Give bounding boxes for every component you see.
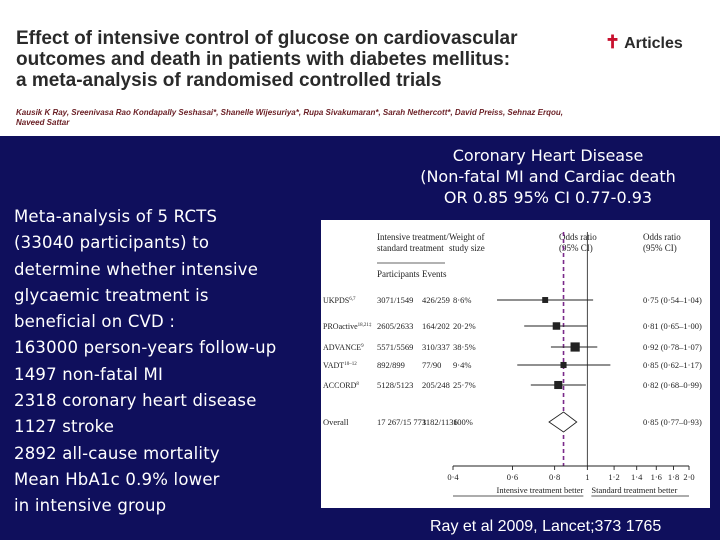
author-list: Kausik K Ray, Sreenivasa Rao Kondapally Seshasai*, Shanelle Wijesuriya*, Rupa Sivakumaran*, Sarah Nethercott*, David Preiss, Sehnaz Erqou, Naveed Sattar <box>16 108 563 127</box>
study-events: 164/202 <box>422 321 450 331</box>
study-point-estimate <box>554 381 562 389</box>
result-line: Coronary Heart Disease <box>452 146 644 165</box>
result-line: (Non-fatal MI and Cardiac death <box>420 167 676 186</box>
study-or-label: 0·92 (0·78–1·07) <box>643 342 702 352</box>
lancet-mark-icon: ✝ <box>605 32 621 52</box>
journal-logo <box>605 32 683 53</box>
study-point-estimate <box>560 362 566 368</box>
study-name: VADT$^{10-12}$ <box>323 361 357 370</box>
study-name: UKPDS$^{6,7}$ <box>323 296 356 305</box>
study-weight: 38·5% <box>453 342 476 352</box>
citation: Ray et al 2009, Lancet;373 1765 <box>430 518 662 535</box>
study-weight: 20·2% <box>453 321 476 331</box>
header-events: Events <box>422 269 447 279</box>
study-participants: 3071/1549 <box>377 295 414 305</box>
study-point-estimate <box>542 297 548 303</box>
logo-text: Articles <box>624 35 683 52</box>
header-weight-line1: Weight of <box>449 232 485 242</box>
study-events: 77/90 <box>422 360 442 370</box>
overall-events: 1182/1136 <box>422 417 458 427</box>
header-treatment-line2: standard treatment <box>377 243 444 253</box>
study-point-estimate <box>553 322 560 329</box>
x-axis-tick-label: 1·4 <box>631 472 643 482</box>
favours-intensive-label: Intensive treatment better <box>496 485 584 495</box>
header-or-plot-line1: Odds ratio <box>559 232 597 242</box>
result-line: OR 0.85 95% CI 0.77-0.93 <box>443 188 653 207</box>
header-or-text-line1: Odds ratio <box>643 232 681 242</box>
header-participants: Participants <box>377 269 420 279</box>
header-or-text-line2: (95% CI) <box>643 243 677 253</box>
study-point-estimate <box>571 342 580 351</box>
forest-plot-svg <box>321 220 710 508</box>
header-or-plot-line2: (95% CI) <box>559 243 593 253</box>
x-axis-tick-label: 0·6 <box>506 472 519 482</box>
header-treatment-line1: Intensive treatment/ <box>377 232 449 242</box>
x-axis-tick-label: 1 <box>585 472 590 482</box>
study-or-label: 0·81 (0·65–1·00) <box>643 321 702 331</box>
forest-plot <box>321 220 710 508</box>
study-or-label: 0·82 (0·68–0·99) <box>643 380 702 390</box>
overall-weight: 100% <box>453 417 473 427</box>
summary-line: 163000 person-years follow-up <box>14 338 277 358</box>
study-participants: 2605/2633 <box>377 321 414 331</box>
x-axis-tick-label: 0·4 <box>447 472 459 482</box>
summary-line: Meta-analysis of 5 RCTS <box>14 207 218 226</box>
paper-header <box>0 0 720 136</box>
study-events: 310/337 <box>422 342 450 352</box>
paper-title-line: a meta-analysis of randomised controlled trials <box>16 70 442 91</box>
summary-line: 1127 stroke <box>14 417 115 437</box>
favours-standard-label: Standard treatment better <box>591 485 678 495</box>
x-axis-tick-label: 1·8 <box>667 472 680 482</box>
summary-line: 1497 non-fatal MI <box>14 364 164 384</box>
summary-line: in intensive group <box>14 496 167 516</box>
study-events: 205/248 <box>422 380 450 390</box>
summary-text <box>14 204 314 520</box>
x-axis-tick-label: 0·8 <box>548 472 561 482</box>
study-participants: 5571/5569 <box>377 342 414 352</box>
study-or-label: 0·85 (0·62–1·17) <box>643 360 702 370</box>
study-weight: 25·7% <box>453 380 476 390</box>
paper-title <box>16 28 576 91</box>
summary-line: (33040 participants) to <box>14 233 210 253</box>
overall-name: Overall <box>323 417 349 427</box>
study-weight: 8·6% <box>453 295 472 305</box>
paper-title-line: outcomes and death in patients with diabetes mellitus: <box>16 49 511 70</box>
overall-participants: 17 267/15 773 <box>377 417 427 427</box>
x-axis-tick-label: 1·2 <box>608 472 620 482</box>
x-axis-tick-label: 1·6 <box>650 472 662 482</box>
result-heading <box>398 145 698 208</box>
study-name: PROactive$^{18,21\ddagger}$ <box>323 322 372 331</box>
study-or-label: 0·75 (0·54–1·04) <box>643 295 702 305</box>
study-participants: 892/899 <box>377 360 405 370</box>
overall-diamond <box>549 412 577 432</box>
summary-line: 2892 all-cause mortality <box>14 443 220 463</box>
study-weight: 9·4% <box>453 360 472 370</box>
summary-line: beneficial on CVD : <box>14 312 176 332</box>
summary-line: Mean HbA1c 0.9% lower <box>14 469 220 489</box>
study-events: 426/259 <box>422 295 450 305</box>
summary-line: glycaemic treatment is <box>14 285 209 305</box>
summary-line: determine whether intensive <box>14 259 259 279</box>
summary-line: 2318 coronary heart disease <box>14 391 257 411</box>
study-participants: 5128/5123 <box>377 380 414 390</box>
paper-title-line: Effect of intensive control of glucose on cardiovascular <box>16 28 518 49</box>
study-name: ACCORD$^8$ <box>323 381 359 390</box>
header-weight-line2: study size <box>449 243 485 253</box>
overall-or-label: 0·85 (0·77–0·93) <box>643 417 702 427</box>
study-name: ADVANCE$^9$ <box>323 343 364 352</box>
x-axis-tick-label: 2·0 <box>683 472 695 482</box>
